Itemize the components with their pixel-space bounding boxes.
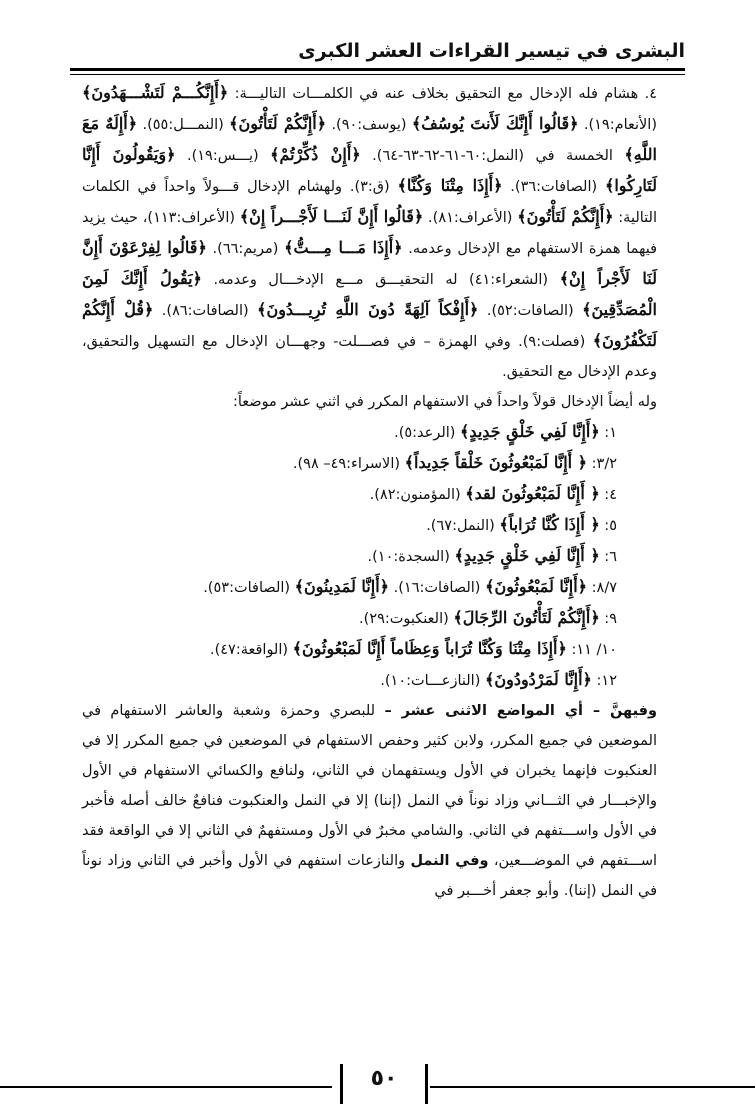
body-text: (الصافات:٥٢). [478,303,583,319]
body-text: ٦: [599,549,617,565]
list-item [82,417,685,448]
body-text: (السجدة:١٠). [367,549,455,565]
body-text: والنازعات استفهم في الأول وأخبر في الثاني وزاد نوناً في النمل (إننا). وأبو جعفر أخـــبر في [82,853,657,899]
quran-quote: ﴿أَإِذَا مِتْنَا وَكُنَّا تُرَاباً وَعِظَاماً أَإِنَّا لَمَبْعُوثُونَ﴾ [292,639,567,658]
body-text: (النمـــل:٥٥). [137,117,230,133]
body-text: (الاسراء:٤٩– ٩٨). [292,456,405,472]
list-item [82,634,685,665]
body-text: الخمسة في (النمل:٦٠-٦١-٦٢-٦٣-٦٤). [360,148,625,164]
quran-quote: ﴿قَالُوا أَإِنَّ لَنَـــا لَأَجْـــراً إِنْ﴾ [239,207,424,226]
quran-quote: ﴿ أَإِذَا كُنَّا تُرَاباً﴾ [499,515,600,534]
body-text: (مريم:٦٦). [206,241,285,257]
quran-quote: ﴿أَإِنَّا لَمَدِينُونَ﴾ [294,577,390,596]
body-text: ٥: [599,518,617,534]
bold-text: وفيهنَّ – أي المواضع الاثنى عشر – [384,703,657,719]
body-text: ٤: [599,487,617,503]
body-text: (النمل:٦٧). [426,518,500,534]
body-text: ١: [599,425,617,441]
header-rule-thin [70,74,685,75]
list-item [82,665,685,696]
quran-quote: ﴿أَإِنَّا لَمَبْعُوثُونَ﴾ [485,577,588,596]
quran-quote: ﴿وَيَقُولُونَ أَإِنَّا لَتَارِكُوا﴾ [82,145,657,195]
quran-quote: ﴿أَإِنْ ذُكِّرْتُمْ﴾ [270,145,361,164]
body-text: (الأعراف:١١٣)، حيث يزيد فيهما همزة الاستفهام مع الإدخال وعدمه. [82,210,657,257]
body-text: (فصلت:٩). وفي الهمزة – في فصـــلت- وجهـــان الإدخال مع التسهيل والتحقيق، وعدم الإدخال مع التحقيق. [82,334,657,380]
list-item [82,572,685,603]
list-item [82,603,685,634]
body-text: (ق:٣). ولهشام الإدخال قـــولاً واحداً في الكلمات التالية: [82,179,657,226]
list-item [82,479,685,510]
quran-quote: ﴿أَإِنَّا لَفِي خَلْقٍ جَدِيدٍ﴾ [460,422,600,441]
body-text: (الصافات:٥٣). [203,580,295,596]
quran-quote: ﴿أَإِذَا مِتْنَا وَكُنَّا﴾ [397,176,503,195]
page-body [82,78,685,906]
body-text: (الأنعام:١٩). [578,117,657,133]
body-text: ٤. هشام فله الإدخال مع التحقيق بخلاف عنه في الكلمـــات التاليـــة: [228,86,657,102]
quran-quote: ﴿أَإِنَّكُمْ لَتَأْتُونَ﴾ [229,114,327,133]
list-item [82,448,685,479]
body-text: ٨/٧: [587,580,617,596]
body-text: (العنكبوت:٢٩). [359,611,454,627]
repeated-question-list [82,417,685,696]
bold-text: وفي النمل [410,853,489,869]
body-text: ١٠/ ١١: [566,642,617,658]
quran-quote: ﴿ أَإِنَّا لَمَبْعُوثُونَ خَلْقاً جَدِيداً﴾ [404,453,588,472]
body-text: ٩: [599,611,617,627]
quran-quote: ﴿أَإِفْكاً آلِهَةً دُونَ اللَّهِ تُرِيـــدُونَ﴾ [257,300,479,319]
list-item [82,510,685,541]
quran-quote: ﴿ أَإِنَّا لَفِي خَلْقٍ جَدِيدٍ﴾ [454,546,600,565]
paragraph-readers-rules [82,696,685,906]
quran-quote: ﴿قَالُوا أَإِنَّكَ لَأَنتَ يُوسُفُ﴾ [411,114,579,133]
quran-quote: ﴿أَإِنَّكُـــمْ لَتَشْـــهَدُونَ﴾ [82,83,229,102]
body-text: (الشعراء:٤١) له التحقيـــق مـــع الإدخـــال وعدمه. [201,272,560,288]
list-item [82,541,685,572]
paragraph-intro-repeated-question: وله أيضاً الإدخال قولاً واحداً في الاستفهام المكرر في اثني عشر موضعاً: [232,394,657,410]
body-text: (الأعراف:٨١). [423,210,518,226]
quran-quote: ﴿أَإِنَّكُمْ لَتَأْتُونَ﴾ [517,207,614,226]
quran-quote: ﴿أَإِنَّا لَمَرْدُودُونَ﴾ [484,670,592,689]
footer-bar-right [425,1064,428,1104]
header-rule-thick [70,68,685,71]
body-text: (الرعد:٥). [394,425,461,441]
body-text: (المؤمنون:٨٢). [369,487,466,503]
body-text: (الواقعة:٤٧). [209,642,293,658]
body-text: ٣/٢: [587,456,617,472]
quran-quote: ﴿أَإِذَا مَـــا مِـــتُّ﴾ [284,238,403,257]
page-number: ٥٠ [370,1066,398,1091]
quran-quote: ﴿يَقُولُ أَإِنَّكَ لَمِنَ الْمُصَدِّقِينَ﴾ [82,269,657,319]
body-text: (الصافات:٣٦). [502,179,605,195]
quran-quote: ﴿أَإِلَهٌ مَعَ اللَّهِ﴾ [82,114,657,164]
quran-quote: ﴿ أَإِنَّا لَمَبْعُوثُونَ لقد﴾ [465,484,600,503]
body-text: (الصافات:٨٦). [153,303,258,319]
body-text: للبصري وحمزة وشعبة والعاشر الاستفهام في الموضعين في جميع المكرر، ولابن كثير وحفص الاستفهام في الموضعين في جميع المكرر إلا في العنكبوت فإنهما يخبران في الأول ويستفهمان في الثاني، ولنافع والكسائي الاستفهام في الأول والإخبـــار في الثـــاني وزاد نوناً في النمل (إننا) إلا في النمل والعنكبوت فنافعٌ خالف أصله فأخبر في الأول واســـتفهم في الثاني. والشامي مخبرٌ في الأول ومستفهمٌ في الثاني إلا في الواقعة فقد اســـتفهم في الموضـــعين، [82,703,657,869]
quran-quote: ﴿أَإِنَّكُمْ لَتَأْتُونَ الرِّجَالَ﴾ [453,608,600,627]
body-text: ١٢: [591,673,617,689]
body-text: (يـــس:١٩). [175,148,271,164]
footer-rule-right [430,1086,755,1088]
paragraph-hisham [82,78,685,387]
footer-rule-left [0,1086,332,1088]
body-text: (يوسف:٩٠). [326,117,412,133]
quran-quote: ﴿قَالُوا لِفِرْعَوْنَ أَإِنَّ لَنَا لَأَجْراً إِنْ﴾ [82,238,657,288]
body-text: (النازعـــات:١٠). [380,673,485,689]
running-header-title: البشرى في تيسير القراءات العشر الكبرى [298,40,685,62]
quran-quote: ﴿قُلْ أَإِنَّكُمْ لَتَكْفُرُونَ﴾ [82,300,657,350]
body-text: (الصافات:١٦). [389,580,486,596]
